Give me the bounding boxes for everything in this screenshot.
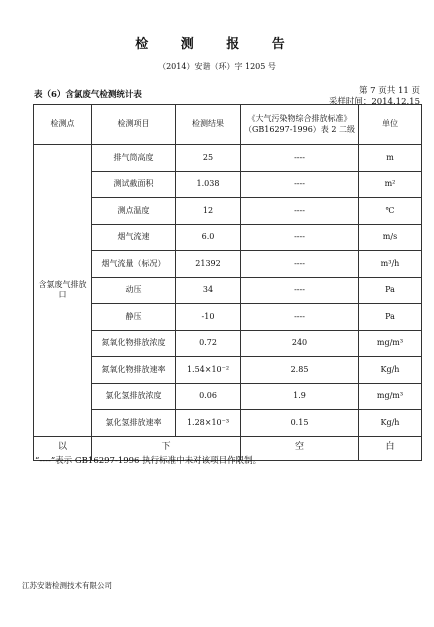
cell-item: 氮氧化物排放浓度 <box>92 330 176 357</box>
cell-result: 21392 <box>176 251 241 278</box>
cell-item: 排气筒高度 <box>92 145 176 172</box>
cell-standard: ---- <box>241 198 359 225</box>
cell-standard: ---- <box>241 224 359 251</box>
cell-unit: m² <box>359 171 422 198</box>
cell-standard: 0.15 <box>241 410 359 437</box>
cell-result: 6.0 <box>176 224 241 251</box>
table-row <box>34 330 422 357</box>
cell-standard: 240 <box>241 330 359 357</box>
cell-standard: ---- <box>241 251 359 278</box>
sampling-point: 含氯废气排放口 <box>34 145 92 437</box>
cell-result: -10 <box>176 304 241 331</box>
cell-item: 氮氧化物排放速率 <box>92 357 176 384</box>
end-marker: 空 <box>241 436 359 460</box>
end-marker: 下 <box>92 436 241 460</box>
report-title: 检 测 报 告 <box>135 37 299 52</box>
cell-item: 烟气流量（标况） <box>92 251 176 278</box>
cell-result: 34 <box>176 277 241 304</box>
table-row <box>34 145 422 172</box>
table-row <box>34 198 422 225</box>
cell-item: 氯化氢排放速率 <box>92 410 176 437</box>
cell-result: 1.038 <box>176 171 241 198</box>
cell-item: 静压 <box>92 304 176 331</box>
header-standard: 《大气污染物综合排放标准》（GB16297-1996）表 2 二级 <box>241 105 359 145</box>
cell-standard: ---- <box>241 277 359 304</box>
header-unit: 单位 <box>359 105 422 145</box>
table-row <box>34 277 422 304</box>
cell-result: 1.28×10⁻³ <box>176 410 241 437</box>
table-row <box>34 304 422 331</box>
cell-result: 25 <box>176 145 241 172</box>
table-row <box>34 171 422 198</box>
cell-item: 测点温度 <box>92 198 176 225</box>
sampling-time: 采样时间：2014.12.15 <box>328 97 420 107</box>
cell-unit: ℃ <box>359 198 422 225</box>
cell-unit: mg/m³ <box>359 330 422 357</box>
cell-unit: Kg/h <box>359 357 422 384</box>
cell-result: 0.06 <box>176 383 241 410</box>
cell-standard: 1.9 <box>241 383 359 410</box>
cell-unit: Kg/h <box>359 410 422 437</box>
cell-result: 0.72 <box>176 330 241 357</box>
cell-result: 12 <box>176 198 241 225</box>
table-caption: 表（6）含氯废气检测统计表 <box>34 90 142 100</box>
cell-unit: m <box>359 145 422 172</box>
header-item: 检测项目 <box>92 105 176 145</box>
end-marker: 以 <box>34 436 92 460</box>
table-row <box>34 383 422 410</box>
cell-unit: Pa <box>359 304 422 331</box>
header-result: 检测结果 <box>176 105 241 145</box>
table-row <box>34 357 422 384</box>
cell-unit: mg/m³ <box>359 383 422 410</box>
end-marker: 白 <box>359 436 422 460</box>
cell-item: 测试截面积 <box>92 171 176 198</box>
header-row <box>34 105 422 145</box>
table-row <box>34 410 422 437</box>
results-table <box>33 104 422 461</box>
cell-standard: ---- <box>241 304 359 331</box>
header-point: 检测点 <box>34 105 92 145</box>
cell-standard: 2.85 <box>241 357 359 384</box>
cell-unit: m/s <box>359 224 422 251</box>
cell-standard: ---- <box>241 171 359 198</box>
page-number: 第 7 页共 11 页 <box>358 86 420 96</box>
cell-item: 烟气流速 <box>92 224 176 251</box>
table-row <box>34 224 422 251</box>
table-row <box>34 251 422 278</box>
company-name: 江苏安谐检测技术有限公司 <box>22 581 112 590</box>
cell-result: 1.54×10⁻² <box>176 357 241 384</box>
cell-item: 氯化氢排放浓度 <box>92 383 176 410</box>
report-number: （2014）安谐（环）字 1205 号 <box>158 62 276 71</box>
table-note: “----”表示 GB16297-1996 执行标准中未对该项目作限制。 <box>35 456 262 466</box>
cell-item: 动压 <box>92 277 176 304</box>
cell-standard: ---- <box>241 145 359 172</box>
cell-unit: Pa <box>359 277 422 304</box>
cell-unit: m³/h <box>359 251 422 278</box>
